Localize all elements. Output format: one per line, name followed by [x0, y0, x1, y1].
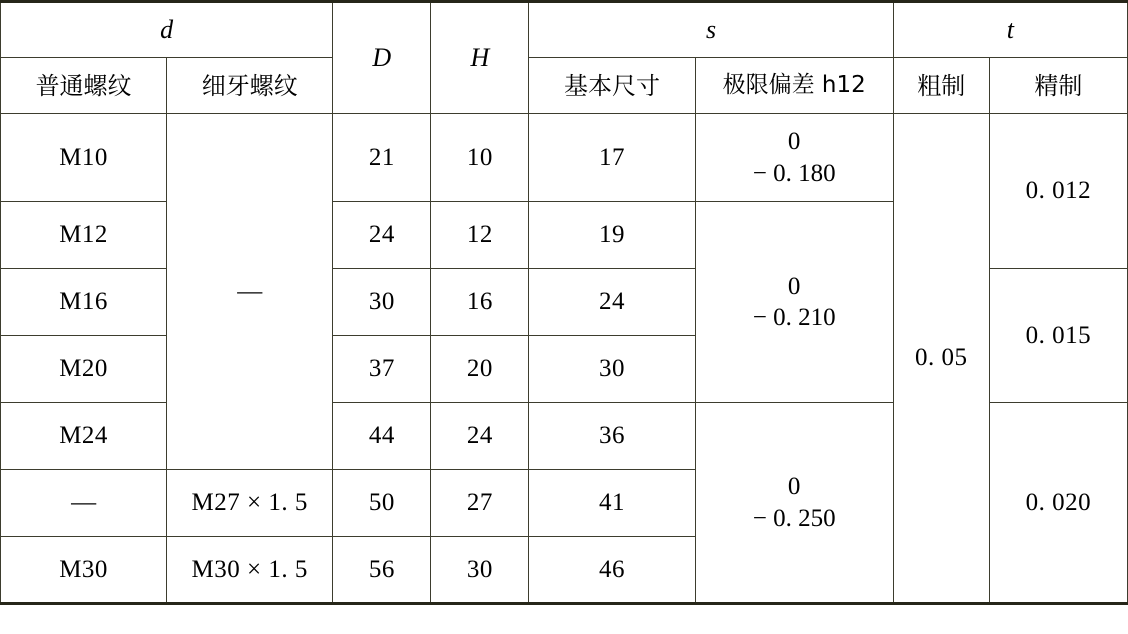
subheader-d-coarse: 普通螺纹: [1, 58, 167, 114]
cell-d-coarse: M20: [1, 336, 167, 403]
cell-D: 50: [333, 470, 431, 537]
cell-s-basic: 36: [529, 403, 695, 470]
cell-D: 56: [333, 537, 431, 604]
cell-H: 27: [431, 470, 529, 537]
cell-t-fine-1: 0. 012: [989, 114, 1127, 269]
s-tolerance-lower: − 0. 180: [752, 159, 836, 187]
cell-H: 10: [431, 114, 529, 202]
subheader-s-tolerance: 极限偏差 h12: [695, 58, 893, 114]
cell-H: 20: [431, 336, 529, 403]
cell-H: 12: [431, 202, 529, 269]
cell-s-basic: 17: [529, 114, 695, 202]
cell-t-fine-2: 0. 015: [989, 269, 1127, 403]
s-tolerance-upper: 0: [787, 473, 801, 501]
table-row: [1, 114, 1128, 202]
cell-s-tolerance-3: [695, 403, 893, 604]
cell-s-basic: 41: [529, 470, 695, 537]
header-group-D: D: [333, 2, 431, 114]
cell-D: 24: [333, 202, 431, 269]
cell-t-rough-merged: 0. 05: [893, 114, 989, 604]
s-tolerance-upper: 0: [787, 128, 801, 156]
cell-s-basic: 30: [529, 336, 695, 403]
cell-d-coarse: M30: [1, 537, 167, 604]
cell-D: 37: [333, 336, 431, 403]
cell-D: 44: [333, 403, 431, 470]
header-row-subheaders: [1, 58, 1128, 114]
header-group-H: H: [431, 2, 529, 114]
cell-D: 21: [333, 114, 431, 202]
cell-d-coarse: —: [1, 470, 167, 537]
cell-D: 30: [333, 269, 431, 336]
s-tolerance-lower: − 0. 210: [752, 304, 836, 331]
subheader-t-fine: 精制: [989, 58, 1127, 114]
header-group-s: s: [529, 2, 893, 58]
header-group-t: t: [893, 2, 1127, 58]
cell-d-coarse: M24: [1, 403, 167, 470]
cell-H: 16: [431, 269, 529, 336]
cell-d-fine-merged: —: [167, 114, 333, 470]
cell-d-fine: M30 × 1. 5: [167, 537, 333, 604]
cell-s-basic: 24: [529, 269, 695, 336]
subheader-d-fine: 细牙螺纹: [167, 58, 333, 114]
s-tolerance-upper: 0: [787, 272, 801, 300]
cell-s-basic: 46: [529, 537, 695, 604]
header-row-groups: [1, 2, 1128, 58]
s-tolerance-lower: − 0. 250: [752, 504, 836, 532]
header-group-d: d: [1, 2, 333, 58]
subheader-s-basic: 基本尺寸: [529, 58, 695, 114]
cell-d-coarse: M10: [1, 114, 167, 202]
cell-d-fine: M27 × 1. 5: [167, 470, 333, 537]
cell-t-fine-3: 0. 020: [989, 403, 1127, 604]
cell-H: 30: [431, 537, 529, 604]
cell-s-tolerance-1: [695, 114, 893, 202]
cell-s-basic: 19: [529, 202, 695, 269]
subheader-t-rough: 粗制: [893, 58, 989, 114]
cell-d-coarse: M12: [1, 202, 167, 269]
cell-d-coarse: M16: [1, 269, 167, 336]
cell-s-tolerance-2: [695, 202, 893, 403]
cell-H: 24: [431, 403, 529, 470]
